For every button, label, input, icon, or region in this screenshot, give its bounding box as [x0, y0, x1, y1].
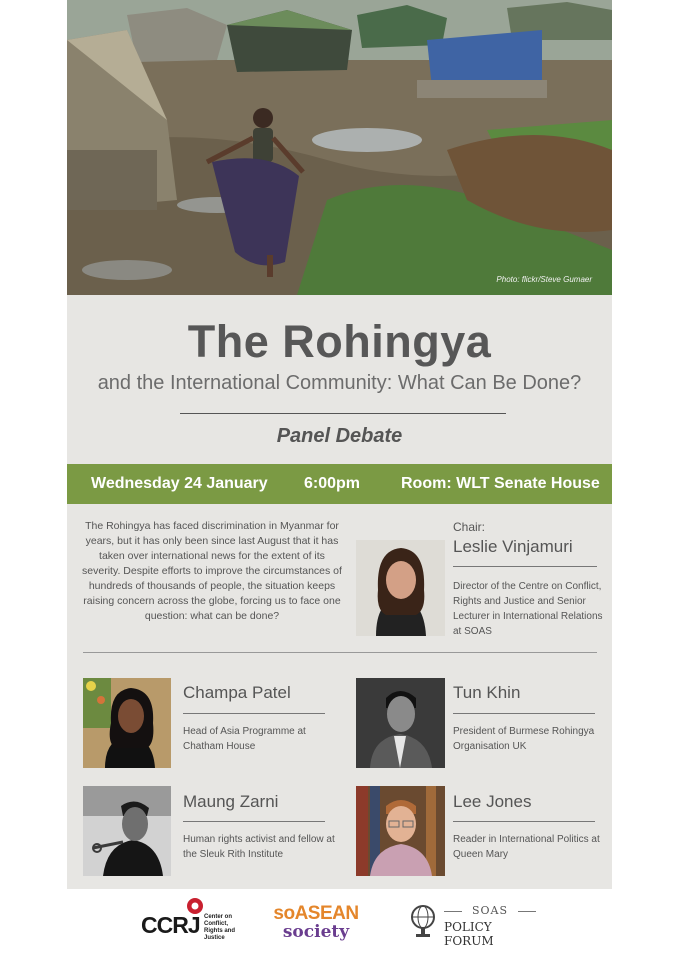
- soas-wordmark: SOAS: [471, 904, 509, 917]
- chair-name: Leslie Vinjamuri: [453, 537, 573, 556]
- photo-credit: Photo: flickr/Steve Gumaer: [496, 275, 592, 284]
- policy-forum-wordmark: POLICY FORUM: [444, 920, 494, 948]
- hero-photo: [67, 0, 612, 295]
- event-title: The Rohingya: [187, 316, 492, 367]
- soasean-society-logo: [271, 904, 361, 946]
- ccrj-text-line: Justice: [204, 935, 225, 941]
- speaker-name-rule: [183, 821, 325, 822]
- speaker-name-tun-khin: Tun Khin: [453, 683, 521, 702]
- panel-debate-label: Panel Debate: [276, 425, 403, 447]
- chair-label: Chair:: [453, 520, 486, 534]
- speaker-photo-maung-zarni: [83, 786, 171, 876]
- speaker-role-champa-patel: Head of Asia Programme at Chatham House: [183, 726, 306, 752]
- soasean-society-word: society: [282, 922, 350, 942]
- section-divider: [83, 652, 597, 653]
- event-date: Wednesday 24 January: [91, 475, 268, 492]
- camp-scene-illustration: [67, 0, 612, 295]
- title-divider: [180, 413, 506, 414]
- chair-name-rule: [453, 566, 597, 567]
- soasean-name: soASEAN: [273, 903, 359, 924]
- speaker-name-rule: [453, 713, 595, 714]
- ccrj-mark: CCRJ: [141, 912, 200, 938]
- globe-icon: [410, 904, 436, 938]
- speaker-name-lee-jones: Lee Jones: [453, 792, 532, 811]
- ccrj-text-line: Center on: [204, 914, 233, 920]
- speaker-role-lee-jones: Reader in International Politics at Queen Mary: [453, 834, 600, 860]
- event-time: 6:00pm: [304, 475, 361, 492]
- soas-policy-forum-logo: [410, 902, 540, 948]
- event-room: Room: WLT Senate House: [401, 475, 600, 492]
- speaker-photo-lee-jones: [356, 786, 445, 876]
- poster: [67, 0, 612, 889]
- chair-role: Director of the Centre on Conflict, Rights and Justice and Senior Lecturer in International Relations at SOAS: [453, 581, 603, 637]
- ccrj-text-line: Rights and: [204, 928, 235, 934]
- ccrj-logo: [141, 896, 241, 944]
- speaker-name-maung-zarni: Maung Zarni: [183, 792, 279, 811]
- speaker-photo-tun-khin: [356, 678, 445, 768]
- ccrj-text: [204, 914, 235, 942]
- speaker-name-rule: [183, 713, 325, 714]
- ccrj-text-line: Conflict,: [204, 921, 228, 927]
- soas-rule-left: [444, 911, 462, 912]
- speaker-name-rule: [453, 821, 595, 822]
- event-subtitle: and the International Community: What Can Be Done?: [97, 372, 582, 394]
- speaker-role-maung-zarni: Human rights activist and fellow at the Sleuk Rith Institute: [183, 834, 335, 860]
- intro-paragraph: The Rohingya has faced discrimination in Myanmar for years, but it has only been since last August that it has taken over international news for the extent of its severity. Despite efforts to improve the circumstances of hundreds of thousands of people, the situation keeps raising concern across the globe, forcing us to face one question: what can be done?: [82, 520, 342, 622]
- speaker-role-tun-khin: President of Burmese Rohingya Organisation UK: [453, 726, 595, 752]
- chair-photo: [356, 540, 445, 636]
- speaker-name-champa-patel: Champa Patel: [183, 683, 291, 702]
- event-details-bar: [67, 464, 612, 504]
- soas-rule-right: [518, 911, 536, 912]
- speaker-photo-champa-patel: [83, 678, 171, 768]
